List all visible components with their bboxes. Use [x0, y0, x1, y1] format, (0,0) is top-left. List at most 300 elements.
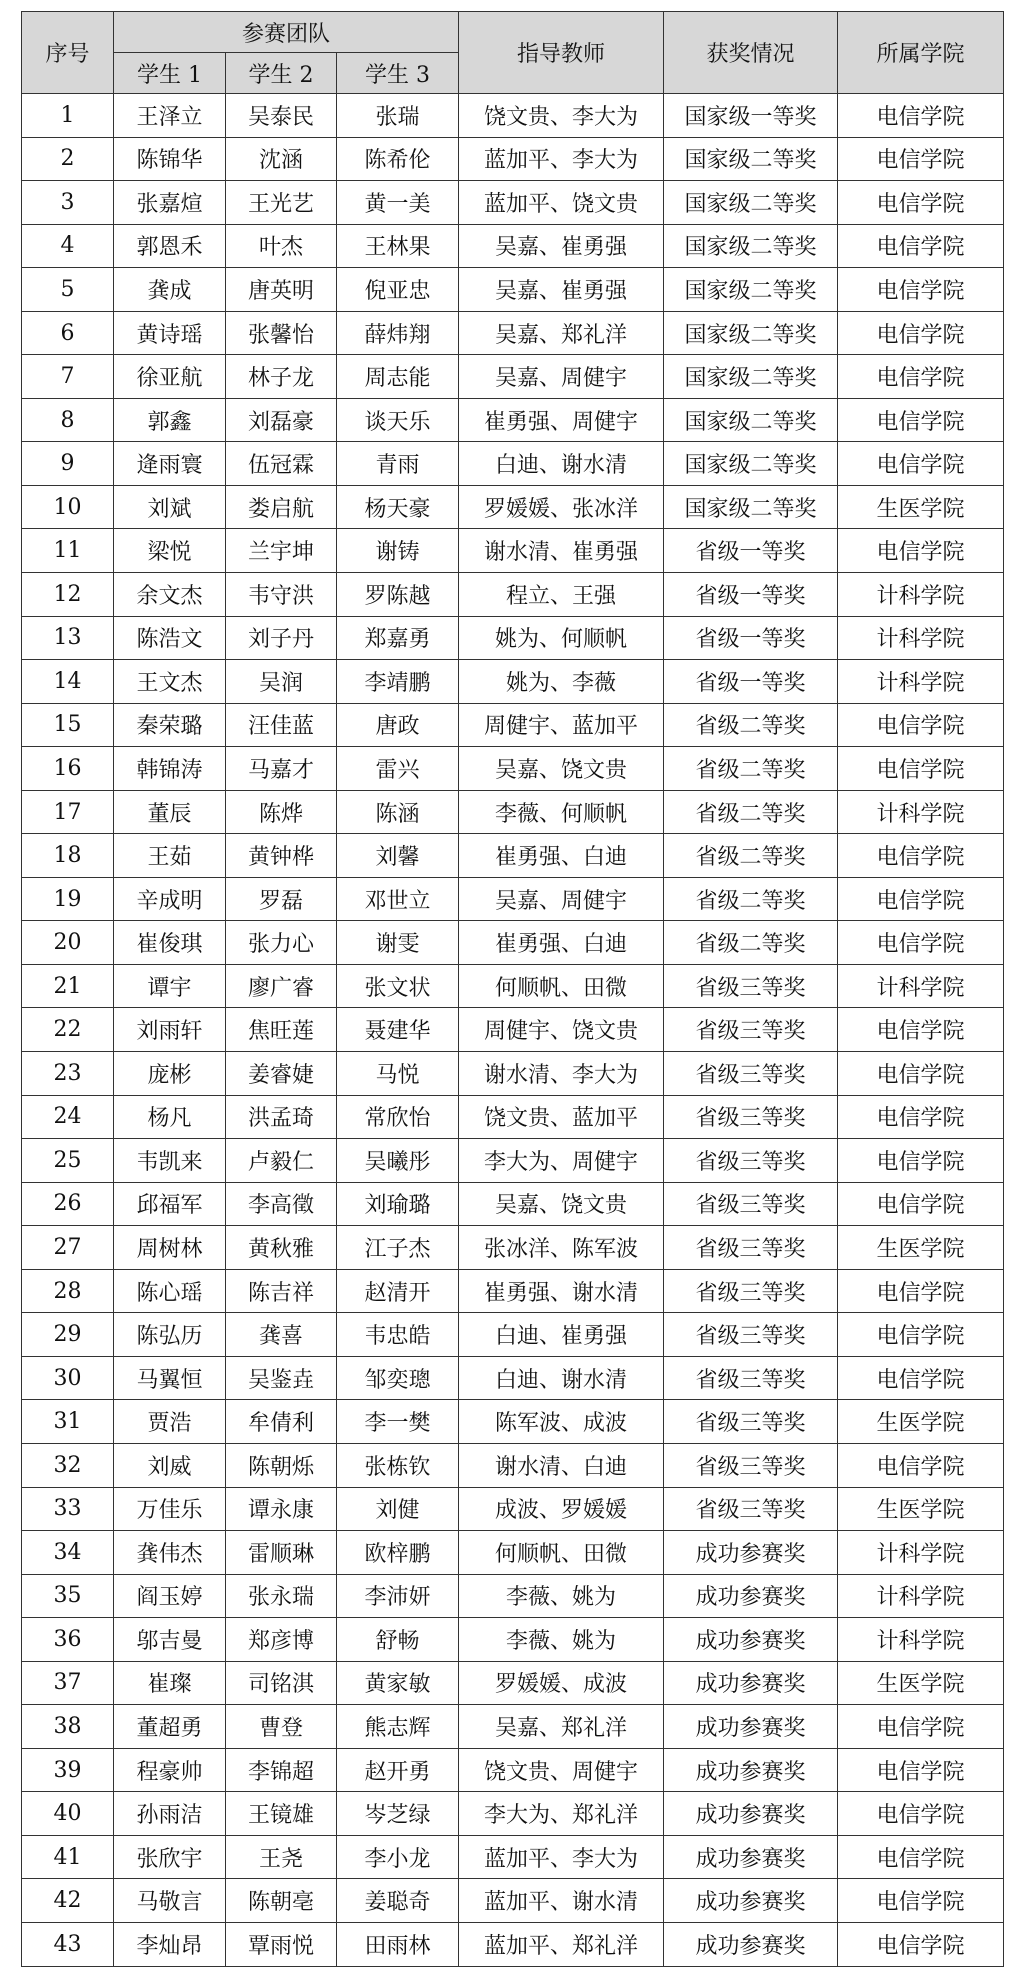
cell-student-2: 刘磊豪: [226, 398, 337, 442]
cell-seq: 37: [22, 1661, 114, 1705]
cell-student-1: 秦荣璐: [114, 703, 226, 747]
cell-student-2: 王光艺: [226, 181, 337, 225]
cell-seq: 24: [22, 1095, 114, 1139]
cell-teacher: 李大为、郑礼洋: [459, 1792, 664, 1836]
cell-award: 省级三等奖: [664, 1008, 838, 1052]
table-row: [22, 616, 1004, 660]
cell-seq: 14: [22, 660, 114, 704]
cell-student-3: 李靖鹏: [337, 660, 459, 704]
cell-college: 计科学院: [838, 1574, 1004, 1618]
cell-student-2: 黄钟桦: [226, 834, 337, 878]
header-seq: 序号: [22, 12, 114, 94]
cell-seq: 40: [22, 1792, 114, 1836]
cell-college: 电信学院: [838, 1835, 1004, 1879]
cell-seq: 32: [22, 1443, 114, 1487]
cell-student-3: 陈涵: [337, 790, 459, 834]
cell-college: 电信学院: [838, 311, 1004, 355]
cell-student-2: 姜睿婕: [226, 1052, 337, 1096]
cell-student-3: 韦忠皓: [337, 1313, 459, 1357]
cell-student-1: 孙雨洁: [114, 1792, 226, 1836]
cell-seq: 21: [22, 964, 114, 1008]
cell-college: 电信学院: [838, 442, 1004, 486]
cell-student-3: 刘馨: [337, 834, 459, 878]
cell-seq: 34: [22, 1531, 114, 1575]
cell-student-3: 青雨: [337, 442, 459, 486]
cell-teacher: 饶文贵、蓝加平: [459, 1095, 664, 1139]
cell-award: 省级一等奖: [664, 616, 838, 660]
cell-college: 电信学院: [838, 1792, 1004, 1836]
cell-award: 省级一等奖: [664, 660, 838, 704]
cell-college: 计科学院: [838, 790, 1004, 834]
cell-student-2: 林子龙: [226, 355, 337, 399]
cell-award: 成功参赛奖: [664, 1922, 838, 1966]
cell-student-2: 沈涵: [226, 137, 337, 181]
cell-teacher: 白迪、谢水清: [459, 1356, 664, 1400]
cell-student-2: 罗磊: [226, 877, 337, 921]
cell-award: 省级二等奖: [664, 790, 838, 834]
cell-college: 电信学院: [838, 1705, 1004, 1749]
cell-student-3: 刘健: [337, 1487, 459, 1531]
cell-student-2: 洪孟琦: [226, 1095, 337, 1139]
cell-student-2: 郑彦博: [226, 1618, 337, 1662]
cell-student-1: 辛成明: [114, 877, 226, 921]
header-team: 参赛团队: [114, 12, 459, 53]
cell-college: 电信学院: [838, 1313, 1004, 1357]
cell-student-3: 谢雯: [337, 921, 459, 965]
cell-college: 计科学院: [838, 660, 1004, 704]
cell-teacher: 李薇、姚为: [459, 1618, 664, 1662]
table-row: [22, 1139, 1004, 1183]
cell-student-2: 曹登: [226, 1705, 337, 1749]
cell-student-2: 陈吉祥: [226, 1269, 337, 1313]
cell-teacher: 吴嘉、周健宇: [459, 355, 664, 399]
cell-seq: 23: [22, 1052, 114, 1096]
cell-student-2: 张馨怡: [226, 311, 337, 355]
cell-college: 计科学院: [838, 1618, 1004, 1662]
header-student-2: 学生 2: [226, 53, 337, 94]
table-row: [22, 311, 1004, 355]
cell-teacher: 李薇、何顺帆: [459, 790, 664, 834]
cell-college: 电信学院: [838, 1052, 1004, 1096]
cell-student-2: 唐英明: [226, 268, 337, 312]
cell-student-1: 刘雨轩: [114, 1008, 226, 1052]
cell-student-2: 陈烨: [226, 790, 337, 834]
cell-seq: 36: [22, 1618, 114, 1662]
cell-student-3: 张文状: [337, 964, 459, 1008]
table-row: [22, 137, 1004, 181]
cell-student-2: 汪佳蓝: [226, 703, 337, 747]
cell-student-1: 逄雨寰: [114, 442, 226, 486]
cell-teacher: 谢水清、崔勇强: [459, 529, 664, 573]
cell-student-2: 娄启航: [226, 485, 337, 529]
cell-student-1: 董超勇: [114, 1705, 226, 1749]
cell-seq: 11: [22, 529, 114, 573]
cell-student-1: 李灿昂: [114, 1922, 226, 1966]
cell-student-1: 陈弘历: [114, 1313, 226, 1357]
cell-teacher: 姚为、何顺帆: [459, 616, 664, 660]
table-row: [22, 703, 1004, 747]
table-row: [22, 1879, 1004, 1923]
cell-college: 计科学院: [838, 1531, 1004, 1575]
cell-student-2: 张永瑞: [226, 1574, 337, 1618]
cell-student-2: 马嘉才: [226, 747, 337, 791]
cell-college: 生医学院: [838, 1661, 1004, 1705]
table-row: [22, 442, 1004, 486]
cell-seq: 26: [22, 1182, 114, 1226]
cell-teacher: 饶文贵、周健宇: [459, 1748, 664, 1792]
cell-teacher: 吴嘉、郑礼洋: [459, 1705, 664, 1749]
cell-award: 国家级一等奖: [664, 94, 838, 138]
cell-seq: 30: [22, 1356, 114, 1400]
cell-student-3: 薛炜翔: [337, 311, 459, 355]
table-row: [22, 355, 1004, 399]
table-row: [22, 1443, 1004, 1487]
cell-college: 电信学院: [838, 181, 1004, 225]
cell-award: 成功参赛奖: [664, 1879, 838, 1923]
cell-seq: 33: [22, 1487, 114, 1531]
cell-student-2: 廖广睿: [226, 964, 337, 1008]
cell-student-3: 聂建华: [337, 1008, 459, 1052]
cell-seq: 16: [22, 747, 114, 791]
cell-student-2: 叶杰: [226, 224, 337, 268]
cell-student-1: 杨凡: [114, 1095, 226, 1139]
cell-student-3: 常欣怡: [337, 1095, 459, 1139]
cell-college: 电信学院: [838, 921, 1004, 965]
cell-student-1: 徐亚航: [114, 355, 226, 399]
cell-award: 省级一等奖: [664, 573, 838, 617]
table-row: [22, 529, 1004, 573]
table-row: [22, 1661, 1004, 1705]
table-row: [22, 1792, 1004, 1836]
cell-seq: 4: [22, 224, 114, 268]
cell-student-3: 周志能: [337, 355, 459, 399]
cell-student-3: 李沛妍: [337, 1574, 459, 1618]
cell-college: 电信学院: [838, 1443, 1004, 1487]
cell-student-2: 伍冠霖: [226, 442, 337, 486]
cell-award: 国家级二等奖: [664, 181, 838, 225]
cell-student-1: 刘威: [114, 1443, 226, 1487]
cell-teacher: 罗媛媛、张冰洋: [459, 485, 664, 529]
cell-student-2: 司铭淇: [226, 1661, 337, 1705]
cell-college: 电信学院: [838, 1095, 1004, 1139]
cell-student-3: 舒畅: [337, 1618, 459, 1662]
cell-award: 省级二等奖: [664, 747, 838, 791]
cell-student-2: 陈朝烁: [226, 1443, 337, 1487]
table-row: [22, 747, 1004, 791]
cell-student-3: 吴曦彤: [337, 1139, 459, 1183]
table-body: [22, 94, 1004, 1967]
cell-award: 省级三等奖: [664, 1139, 838, 1183]
cell-student-1: 周树林: [114, 1226, 226, 1270]
cell-teacher: 姚为、李薇: [459, 660, 664, 704]
cell-college: 电信学院: [838, 137, 1004, 181]
cell-college: 电信学院: [838, 747, 1004, 791]
cell-student-2: 吴泰民: [226, 94, 337, 138]
cell-student-1: 龚伟杰: [114, 1531, 226, 1575]
cell-teacher: 何顺帆、田微: [459, 1531, 664, 1575]
cell-student-1: 余文杰: [114, 573, 226, 617]
cell-student-2: 王尧: [226, 1835, 337, 1879]
table-row: [22, 1269, 1004, 1313]
header-college: 所属学院: [838, 12, 1004, 94]
cell-student-3: 雷兴: [337, 747, 459, 791]
table-row: [22, 834, 1004, 878]
cell-college: 生医学院: [838, 1487, 1004, 1531]
cell-teacher: 谢水清、白迪: [459, 1443, 664, 1487]
cell-teacher: 李大为、周健宇: [459, 1139, 664, 1183]
cell-award: 成功参赛奖: [664, 1835, 838, 1879]
cell-student-1: 韩锦涛: [114, 747, 226, 791]
cell-student-3: 谈天乐: [337, 398, 459, 442]
cell-student-3: 邹奕璁: [337, 1356, 459, 1400]
cell-college: 电信学院: [838, 834, 1004, 878]
table-row: [22, 1008, 1004, 1052]
cell-teacher: 蓝加平、饶文贵: [459, 181, 664, 225]
table-row: [22, 224, 1004, 268]
cell-college: 电信学院: [838, 1139, 1004, 1183]
cell-college: 电信学院: [838, 1748, 1004, 1792]
cell-teacher: 蓝加平、郑礼洋: [459, 1922, 664, 1966]
cell-college: 电信学院: [838, 94, 1004, 138]
cell-student-3: 罗陈越: [337, 573, 459, 617]
cell-teacher: 吴嘉、周健宇: [459, 877, 664, 921]
table-row: [22, 1748, 1004, 1792]
cell-student-1: 崔璨: [114, 1661, 226, 1705]
cell-student-1: 马敬言: [114, 1879, 226, 1923]
cell-student-1: 王泽立: [114, 94, 226, 138]
cell-student-2: 卢毅仁: [226, 1139, 337, 1183]
cell-student-3: 熊志辉: [337, 1705, 459, 1749]
cell-teacher: 李薇、姚为: [459, 1574, 664, 1618]
cell-student-1: 董辰: [114, 790, 226, 834]
cell-student-2: 吴润: [226, 660, 337, 704]
table-row: [22, 1574, 1004, 1618]
table-row: [22, 181, 1004, 225]
cell-student-3: 黄家敏: [337, 1661, 459, 1705]
cell-teacher: 程立、王强: [459, 573, 664, 617]
header-row-top: [22, 12, 1004, 53]
cell-college: 电信学院: [838, 1922, 1004, 1966]
cell-award: 国家级二等奖: [664, 224, 838, 268]
cell-student-2: 龚喜: [226, 1313, 337, 1357]
cell-student-1: 陈锦华: [114, 137, 226, 181]
cell-student-3: 赵开勇: [337, 1748, 459, 1792]
cell-student-1: 龚成: [114, 268, 226, 312]
cell-award: 省级二等奖: [664, 703, 838, 747]
cell-student-3: 李一樊: [337, 1400, 459, 1444]
cell-student-3: 谢铸: [337, 529, 459, 573]
cell-student-1: 刘斌: [114, 485, 226, 529]
cell-college: 电信学院: [838, 355, 1004, 399]
table-row: [22, 921, 1004, 965]
header-teacher: 指导教师: [459, 12, 664, 94]
header-award: 获奖情况: [664, 12, 838, 94]
cell-college: 电信学院: [838, 1269, 1004, 1313]
cell-teacher: 陈军波、成波: [459, 1400, 664, 1444]
cell-student-2: 覃雨悦: [226, 1922, 337, 1966]
award-table: [21, 11, 1004, 1967]
cell-seq: 2: [22, 137, 114, 181]
cell-teacher: 罗媛媛、成波: [459, 1661, 664, 1705]
cell-student-1: 邬吉曼: [114, 1618, 226, 1662]
cell-teacher: 谢水清、李大为: [459, 1052, 664, 1096]
cell-student-3: 江子杰: [337, 1226, 459, 1270]
cell-award: 成功参赛奖: [664, 1574, 838, 1618]
cell-teacher: 崔勇强、周健宇: [459, 398, 664, 442]
cell-student-1: 庞彬: [114, 1052, 226, 1096]
cell-seq: 1: [22, 94, 114, 138]
cell-student-2: 韦守洪: [226, 573, 337, 617]
cell-seq: 39: [22, 1748, 114, 1792]
cell-seq: 6: [22, 311, 114, 355]
cell-seq: 15: [22, 703, 114, 747]
header-student-1: 学生 1: [114, 53, 226, 94]
cell-student-2: 黄秋雅: [226, 1226, 337, 1270]
cell-student-1: 马翼恒: [114, 1356, 226, 1400]
table-row: [22, 1313, 1004, 1357]
cell-award: 省级三等奖: [664, 1095, 838, 1139]
cell-seq: 42: [22, 1879, 114, 1923]
cell-college: 计科学院: [838, 616, 1004, 660]
cell-award: 国家级二等奖: [664, 268, 838, 312]
cell-student-1: 韦凯来: [114, 1139, 226, 1183]
cell-student-1: 崔俊琪: [114, 921, 226, 965]
cell-award: 省级二等奖: [664, 877, 838, 921]
cell-student-3: 张瑞: [337, 94, 459, 138]
cell-teacher: 成波、罗媛媛: [459, 1487, 664, 1531]
cell-student-3: 马悦: [337, 1052, 459, 1096]
cell-award: 成功参赛奖: [664, 1748, 838, 1792]
cell-student-3: 陈希伦: [337, 137, 459, 181]
cell-award: 省级二等奖: [664, 921, 838, 965]
table-row: [22, 1400, 1004, 1444]
cell-student-3: 刘瑜璐: [337, 1182, 459, 1226]
cell-award: 国家级二等奖: [664, 485, 838, 529]
table-row: [22, 1618, 1004, 1662]
cell-student-3: 黄一美: [337, 181, 459, 225]
cell-seq: 28: [22, 1269, 114, 1313]
cell-seq: 9: [22, 442, 114, 486]
cell-seq: 20: [22, 921, 114, 965]
table-row: [22, 573, 1004, 617]
cell-seq: 31: [22, 1400, 114, 1444]
cell-college: 计科学院: [838, 573, 1004, 617]
cell-student-1: 郭鑫: [114, 398, 226, 442]
cell-student-3: 田雨林: [337, 1922, 459, 1966]
cell-seq: 25: [22, 1139, 114, 1183]
cell-student-3: 赵清开: [337, 1269, 459, 1313]
header-student-3: 学生 3: [337, 53, 459, 94]
cell-seq: 12: [22, 573, 114, 617]
cell-award: 国家级二等奖: [664, 355, 838, 399]
cell-teacher: 蓝加平、李大为: [459, 1835, 664, 1879]
cell-student-2: 张力心: [226, 921, 337, 965]
cell-student-1: 张欣宇: [114, 1835, 226, 1879]
cell-student-1: 贾浩: [114, 1400, 226, 1444]
cell-student-1: 黄诗瑶: [114, 311, 226, 355]
table-row: [22, 790, 1004, 834]
table-row: [22, 1531, 1004, 1575]
cell-student-2: 吴鉴垚: [226, 1356, 337, 1400]
cell-award: 成功参赛奖: [664, 1661, 838, 1705]
cell-seq: 10: [22, 485, 114, 529]
cell-student-3: 王林果: [337, 224, 459, 268]
cell-award: 省级三等奖: [664, 1487, 838, 1531]
cell-student-1: 陈浩文: [114, 616, 226, 660]
cell-teacher: 吴嘉、饶文贵: [459, 1182, 664, 1226]
cell-award: 省级三等奖: [664, 1226, 838, 1270]
cell-award: 省级三等奖: [664, 1313, 838, 1357]
cell-teacher: 饶文贵、李大为: [459, 94, 664, 138]
cell-college: 电信学院: [838, 877, 1004, 921]
table-row: [22, 1487, 1004, 1531]
cell-student-1: 谭宇: [114, 964, 226, 1008]
cell-seq: 7: [22, 355, 114, 399]
cell-teacher: 周健宇、饶文贵: [459, 1008, 664, 1052]
cell-student-3: 李小龙: [337, 1835, 459, 1879]
cell-student-3: 姜聪奇: [337, 1879, 459, 1923]
table-row: [22, 1226, 1004, 1270]
cell-teacher: 崔勇强、白迪: [459, 834, 664, 878]
cell-student-2: 王镜雄: [226, 1792, 337, 1836]
cell-teacher: 张冰洋、陈军波: [459, 1226, 664, 1270]
cell-student-1: 梁悦: [114, 529, 226, 573]
cell-award: 省级一等奖: [664, 529, 838, 573]
table-row: [22, 1095, 1004, 1139]
cell-college: 电信学院: [838, 268, 1004, 312]
cell-award: 省级二等奖: [664, 834, 838, 878]
cell-seq: 5: [22, 268, 114, 312]
cell-student-2: 雷顺琳: [226, 1531, 337, 1575]
cell-student-1: 万佳乐: [114, 1487, 226, 1531]
cell-award: 成功参赛奖: [664, 1618, 838, 1662]
cell-award: 省级三等奖: [664, 1400, 838, 1444]
table-row: [22, 398, 1004, 442]
cell-student-2: 陈朝亳: [226, 1879, 337, 1923]
cell-student-1: 张嘉煊: [114, 181, 226, 225]
cell-college: 电信学院: [838, 1182, 1004, 1226]
cell-seq: 27: [22, 1226, 114, 1270]
cell-student-2: 李锦超: [226, 1748, 337, 1792]
cell-student-1: 王文杰: [114, 660, 226, 704]
cell-student-1: 邱福军: [114, 1182, 226, 1226]
cell-teacher: 何顺帆、田微: [459, 964, 664, 1008]
cell-award: 国家级二等奖: [664, 137, 838, 181]
cell-student-3: 倪亚忠: [337, 268, 459, 312]
cell-seq: 19: [22, 877, 114, 921]
cell-seq: 43: [22, 1922, 114, 1966]
cell-college: 电信学院: [838, 703, 1004, 747]
cell-award: 成功参赛奖: [664, 1531, 838, 1575]
cell-seq: 41: [22, 1835, 114, 1879]
cell-college: 生医学院: [838, 1226, 1004, 1270]
cell-award: 成功参赛奖: [664, 1792, 838, 1836]
table-row: [22, 1052, 1004, 1096]
cell-student-1: 程豪帅: [114, 1748, 226, 1792]
cell-teacher: 吴嘉、饶文贵: [459, 747, 664, 791]
cell-teacher: 蓝加平、谢水清: [459, 1879, 664, 1923]
cell-award: 国家级二等奖: [664, 311, 838, 355]
cell-award: 国家级二等奖: [664, 442, 838, 486]
cell-student-1: 陈心瑶: [114, 1269, 226, 1313]
cell-teacher: 崔勇强、白迪: [459, 921, 664, 965]
table-row: [22, 485, 1004, 529]
cell-teacher: 吴嘉、郑礼洋: [459, 311, 664, 355]
table-row: [22, 94, 1004, 138]
cell-student-3: 杨天豪: [337, 485, 459, 529]
cell-student-1: 王茹: [114, 834, 226, 878]
cell-college: 生医学院: [838, 1400, 1004, 1444]
